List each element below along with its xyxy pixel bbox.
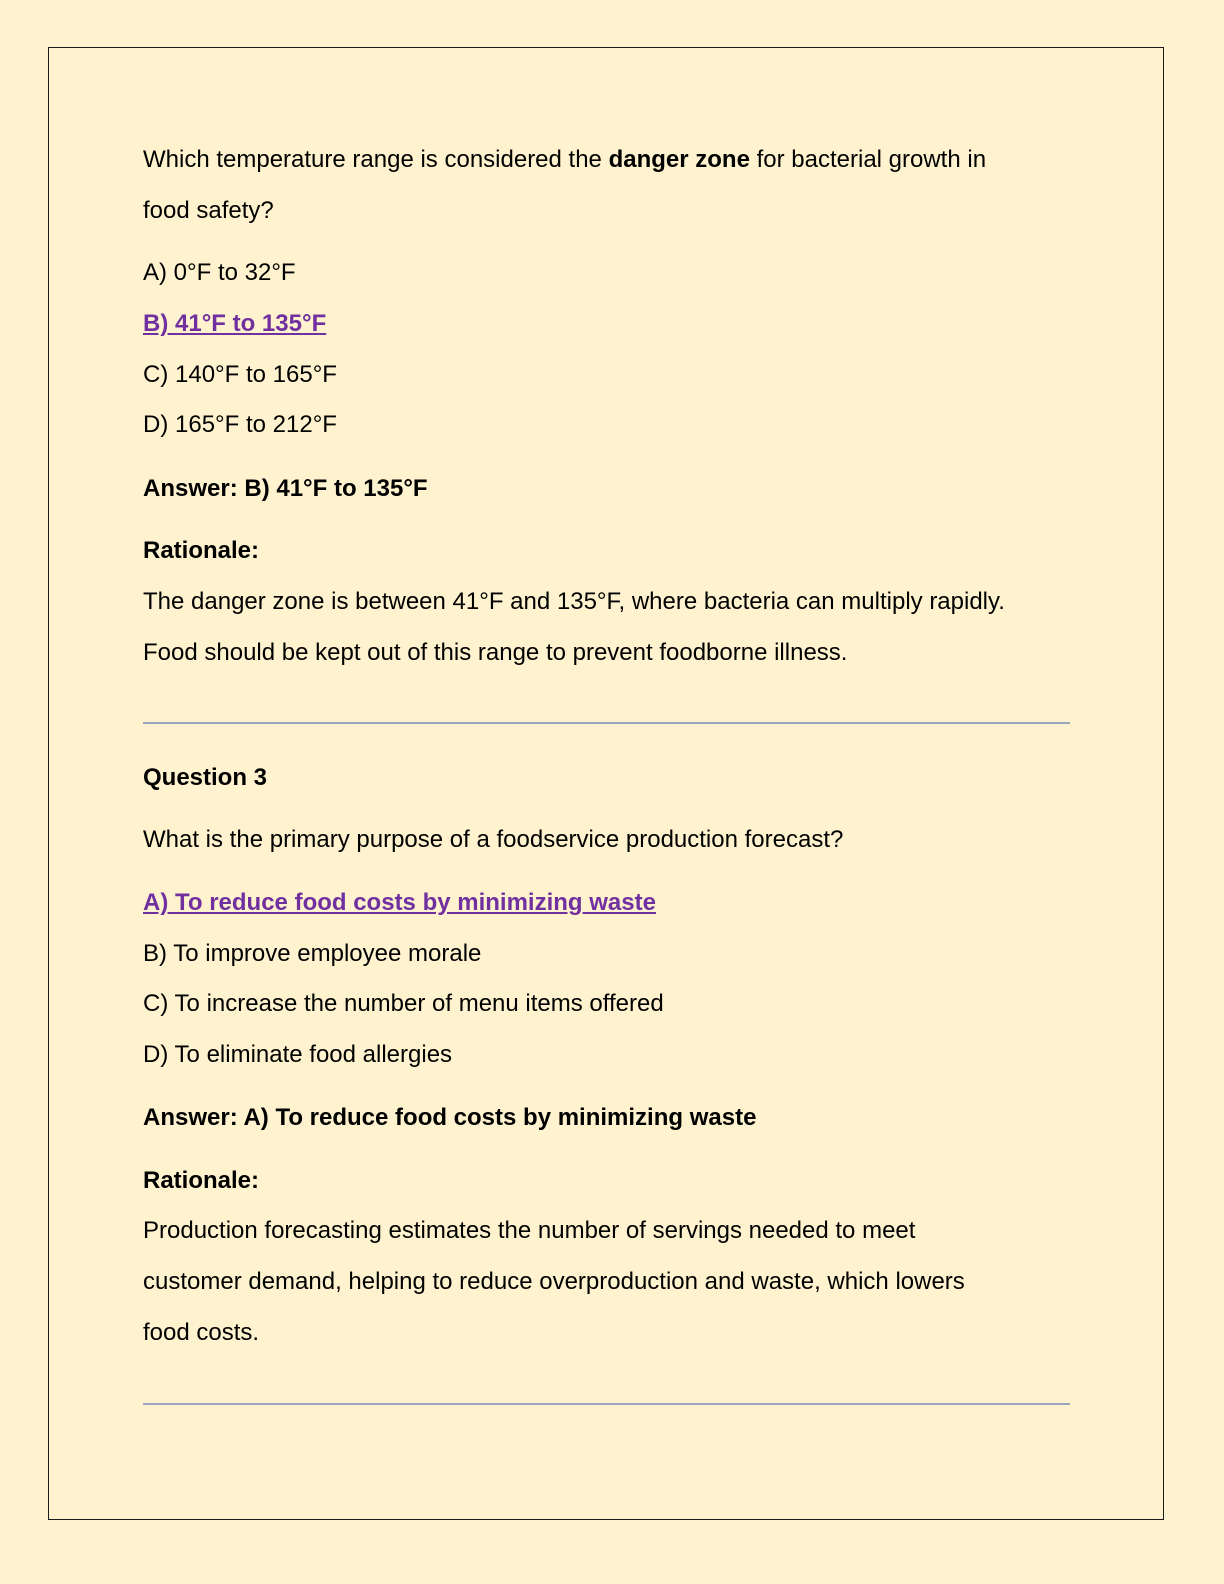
q2-option-c: C) 140°F to 165°F bbox=[143, 361, 337, 388]
q3-option-c: C) To increase the number of menu items offered bbox=[143, 990, 664, 1017]
q3-option-b: B) To improve employee morale bbox=[143, 940, 482, 967]
q3-rationale-line1: Production forecasting estimates the number of servings needed to meet bbox=[143, 1217, 916, 1244]
q2-rationale-label: Rationale: bbox=[143, 537, 260, 564]
q3-heading: Question 3 bbox=[143, 764, 268, 791]
divider-q2-q3 bbox=[143, 722, 1070, 724]
q2-rationale-line2: Food should be kept out of this range to prevent foodborne illness. bbox=[143, 639, 848, 666]
q2-answer: Answer: B) 41°F to 135°F bbox=[143, 475, 428, 502]
q2-rationale-line1: The danger zone is between 41°F and 135°F, where bacteria can multiply rapidly. bbox=[143, 588, 1005, 615]
q3-answer: Answer: A) To reduce food costs by minimizing waste bbox=[143, 1104, 757, 1131]
divider-bottom bbox=[143, 1403, 1070, 1405]
q2-option-a: A) 0°F to 32°F bbox=[143, 259, 296, 286]
q2-question-pre: Which temperature range is considered the bbox=[143, 146, 609, 173]
q2-question-bold: danger zone bbox=[608, 146, 750, 173]
q2-question-post: for bacterial growth in bbox=[749, 146, 987, 173]
q3-option-a-correct: A) To reduce food costs by minimizing waste bbox=[143, 889, 656, 916]
q3-rationale-label: Rationale: bbox=[143, 1167, 260, 1194]
q2-option-b-correct: B) 41°F to 135°F bbox=[143, 310, 327, 337]
q3-option-d: D) To eliminate food allergies bbox=[143, 1041, 453, 1068]
q3-rationale-line2: customer demand, helping to reduce overproduction and waste, which lowers bbox=[143, 1268, 965, 1295]
q3-rationale-line3: food costs. bbox=[143, 1319, 260, 1346]
q2-question-line2: food safety? bbox=[143, 197, 274, 224]
q3-question: What is the primary purpose of a foodservice production forecast? bbox=[143, 826, 844, 853]
q2-option-d: D) 165°F to 212°F bbox=[143, 411, 337, 438]
q2-question-line1 bbox=[143, 145, 986, 175]
